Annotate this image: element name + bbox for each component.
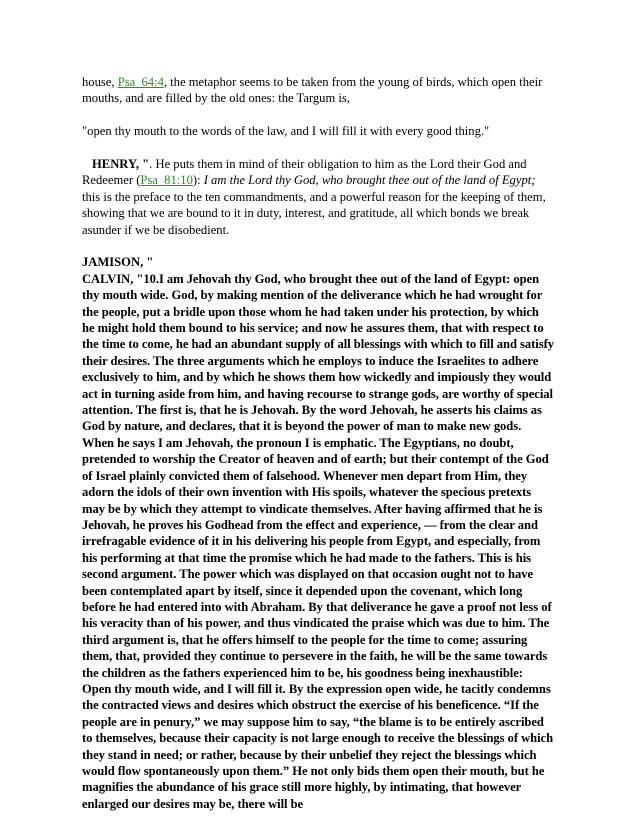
text-segment: house, <box>82 75 118 89</box>
scripture-link-psa-81-10[interactable]: Psa_81:10 <box>140 173 193 188</box>
document-page <box>82 74 554 812</box>
text-segment: this is the preface to the ten commandments, and a powerful reason for the keeping of them, showing that we are bound to it in duty, interest, and gratitude, all which bonds we break asunder if we be disobedient. <box>82 189 546 237</box>
scripture-link-psa-64-4[interactable]: Psa_64:4 <box>117 75 164 89</box>
commentator-label-henry: HENRY, " <box>92 157 150 171</box>
paragraph-targum-quote: "open thy mouth to the words of the law, and I will fill it with every good thing." <box>82 124 490 139</box>
text-segment: ): <box>192 173 204 188</box>
italic-quote: I am the Lord thy God, who brought thee out of the land of Egypt; <box>203 173 536 188</box>
paragraph-targum-intro <box>82 74 554 107</box>
commentator-label-jamison: JAMISON, " <box>82 255 154 270</box>
paragraph-calvin: CALVIN, "10.I am Jehovah thy God, who brought thee out of the land of Egypt: open thy mouth wide. God, by making mention of the deliverance which he had wrought for the people, put a bridle upon those whom he had taken under his protection, by which he might hold them bound to his service; and now he assures them, that with respect to the time to come, he had an abundant supply of all blessings with which to fill and satisfy their desires. The three arguments which he employs to induce the Israelites to adhere exclusively to him, and by which he shows them how wickedly and impiously they would act in turning aside from him, and having recourse to strange gods, are worthy of special attention. The first is, that he is Jehovah. By the word Jehovah, he asserts his claims as God by nature, and declares, that it is beyond the power of man to make new gods. When he says I am Jehovah, the pronoun I is emphatic. The Egyptians, no doubt, pretended to worship the Creator of heaven and of earth; but their contempt of the God of Israel plainly convicted them of falsehood. Whenever men depart from Him, they adorn the idols of their own invention with His spoils, whatever the specious pretexts may be by which they attempt to vindicate themselves. After having affirmed that he is Jehovah, he proves his Godhead from the effect and experience, — from the clear and irrefragable evidence of it in his delivering his people from Egypt, and especially, from his performing at that time the promise which he had made to the fathers. This is his second argument. The power which was displayed on that occasion ought not to have been contemplated apart by itself, since it depended upon the covenant, which long before he had entered into with Abraham. By that deliverance he gave a proof not less of his veracity than of his power, and thus vindicated the praise which was due to him. The third argument is, that he offers himself to the people for the time to come; assuring them, that, provided they continue to persevere in the faith, he will be the same towards the children as the fathers experienced him to be, his goodness being inexhaustible: Open thy mouth wide, and I will fill it. By the expression open wide, he tacitly condemns the contracted views and desires which obstruct the exercise of his beneficence. “If the people are in penury,” we may suppose him to say, “the blame is to be entirely ascribed to themselves, because their capacity is not large enough to receive the blessings of which they stand in need; or rather, because by their unbelief they reject the blessings which would flow spontaneously upon them.” He not only bids them open their mouth, but he magnifies the abundance of his grace still more highly, by intimating, that however enlarged our desires may be, there will be <box>82 271 554 811</box>
paragraph-henry <box>82 156 554 238</box>
text-segment: . He puts them in mind of their obligation to him as the Lord their God and Redeemer ( <box>82 157 527 188</box>
text-segment: , the metaphor seems to be taken from the young of birds, which open their mouths, and are filled by the old ones: the Targum is, <box>82 75 543 106</box>
